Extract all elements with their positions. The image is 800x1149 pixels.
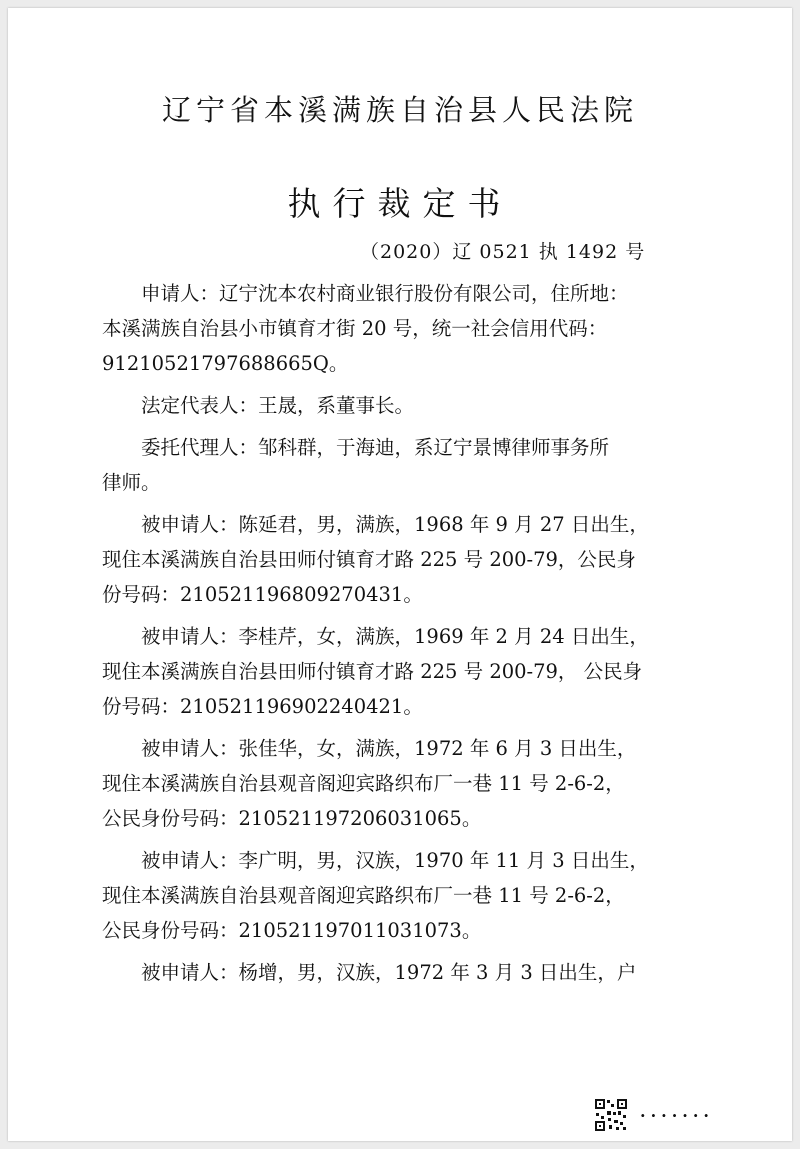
case-number: （2020）辽 0521 执 1492 号 (360, 241, 646, 263)
paragraph-applicant: 申请人：辽宁沈本农村商业银行股份有限公司，住所地： 本溪满族自治县小市镇育才街 20 号，统一社会信用代码： 91210521797688665Q。 (102, 282, 629, 375)
court-name: 辽宁省本溪满族自治县人民法院 (161, 93, 638, 127)
document-body (102, 276, 702, 997)
paragraph-agent: 委托代理人：邹科群，于海迪，系辽宁景博律师事务所 律师。 (102, 436, 610, 494)
footer-dots: ······· (640, 1106, 714, 1125)
paragraph-respondent-3: 被申请人：张佳华，女，满族，1972 年 6 月 3 日出生， 现住本溪满族自治县观音阁迎宾路织布厂一巷 11 号 2-6-2， 公民身份号码：210521197206031065。 (102, 737, 637, 830)
paragraph-respondent-4: 被申请人：李广明，男，汉族，1970 年 11 月 3 日出生， 现住本溪满族自治县观音阁迎宾路织布厂一巷 11 号 2-6-2， 公民身份号码：210521197011031073。 (102, 849, 649, 942)
paragraph-respondent-1: 被申请人：陈延君，男，满族，1968 年 9 月 27 日出生， 现住本溪满族自治县田师付镇育才路 225 号 200-79，公民身 份号码：210521196809270431。 (102, 513, 649, 606)
qr-code-icon (594, 1098, 628, 1132)
document-page (8, 8, 792, 1141)
paragraph-respondent-5: 被申请人：杨增，男，汉族，1972 年 3 月 3 日出生，户 (141, 961, 637, 984)
document-title: 执行裁定书 (287, 184, 513, 223)
paragraph-legal-representative: 法定代表人：王晟，系董事长。 (141, 394, 415, 417)
paragraph-respondent-2: 被申请人：李桂芹，女，满族，1969 年 2 月 24 日出生， 现住本溪满族自治县田师付镇育才路 225 号 200-79， 公民身 份号码：210521196902240421。 (102, 625, 649, 718)
